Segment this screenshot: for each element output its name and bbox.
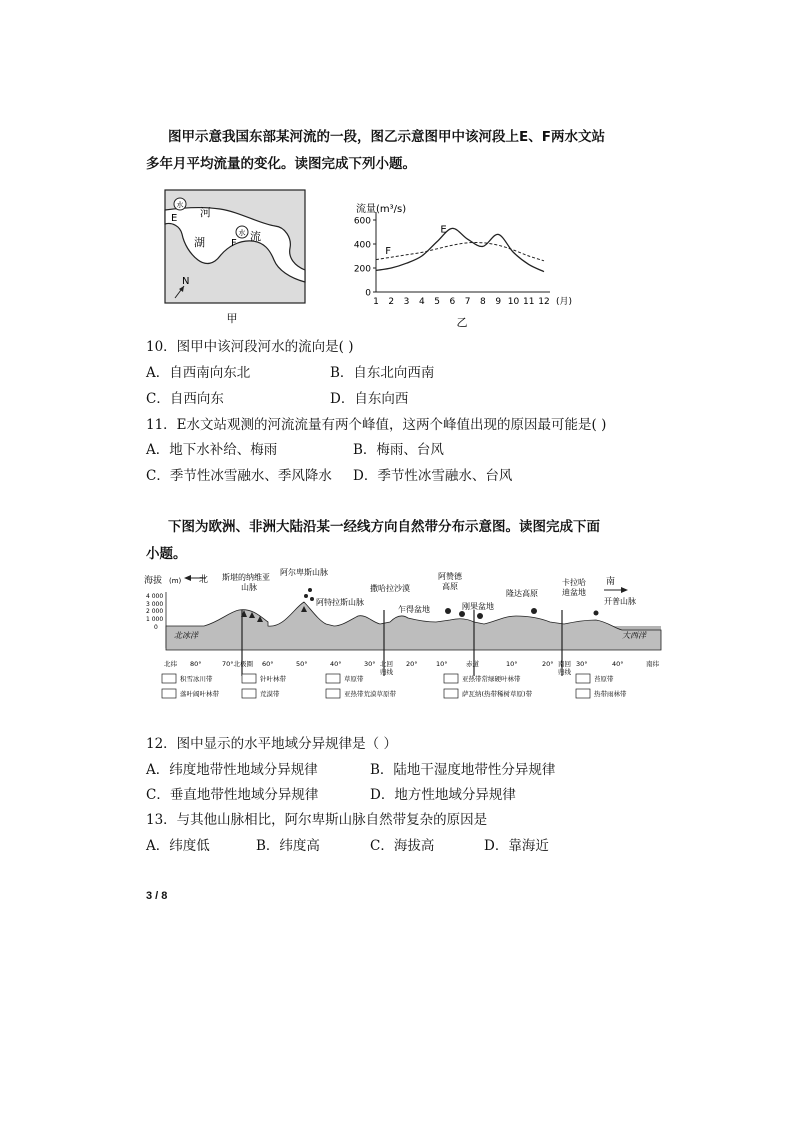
ocean-arctic: 北冰洋 [174,631,198,640]
north-direction-arrow-icon [184,575,191,581]
x-tick-label: 9 [495,297,502,307]
y-axis-label: 流量(m³/s) [356,204,407,215]
x-tick-label: 3 [403,297,410,307]
q11-option-c[interactable]: C．季节性冰雪融水、季风降水 [146,468,332,484]
y-tick: 2 000 [146,608,164,615]
label-sahara: 撒哈拉沙漠 [370,584,410,593]
lat-label: 30° [576,660,588,668]
lat-label: 南纬 [646,660,659,668]
lat-label: 赤道 [466,660,479,668]
north-label: N [182,276,190,287]
label-kalahari-1: 卡拉哈 [562,578,586,587]
station-f-icon: 水 [238,229,246,237]
legend-item: 萨瓦纳(热带稀树草原)带 [462,690,533,698]
series-line-e [376,228,544,271]
label-he: 河 [200,206,211,219]
legend-item: 针叶林带 [260,675,286,683]
flow-chart [344,198,580,332]
y-tick-label: 200 [353,264,371,275]
q13-option-a[interactable]: A．纬度低 [146,838,210,854]
map-caption: 甲 [226,312,238,325]
ocean-atlantic: 大西洋 [622,631,646,640]
x-tick-label: 11 [523,297,535,307]
label-kalahari-2: 迪盆地 [562,588,586,597]
series-label-f: F [385,246,392,257]
lat-label: 20° [406,660,418,668]
q11-stem: 11．E水文站观测的河流流量有两个峰值，这两个峰值出现的原因最可能是( ) [146,417,607,433]
q11-option-b[interactable]: B．梅雨、台风 [353,442,444,458]
label-chad: 乍得盆地 [398,605,430,614]
x-tick-label: 2 [388,297,395,307]
label-alps: 阿尔卑斯山脉 [280,568,328,577]
y-tick: 4 000 [146,593,164,600]
lat-label: 60° [262,660,274,668]
legend-item: 草原带 [344,675,364,683]
lat-label: 50° [296,660,308,668]
y-tick: 3 000 [146,601,164,608]
label-e: E [171,213,178,224]
intro-1-line-2: 多年月平均流量的变化。读图完成下列小题。 [146,156,416,172]
legend-item: 热带雨林带 [594,690,627,698]
series-label-e: E [440,224,447,236]
label-congo: 刚果盆地 [462,602,494,611]
y-tick-label: 0 [365,288,371,299]
x-tick-label: 10 [507,297,520,307]
station-e-icon: 水 [176,201,184,209]
north-arrow-label: 北 [199,575,209,585]
lat-label: 归线 [380,668,393,676]
q10-stem: 10．图甲中该河段河水的流向是( ) [146,339,354,355]
x-axis-unit: (月) [556,297,573,307]
x-tick-label: 7 [464,297,471,307]
legend-item: 亚热带常绿硬叶林带 [462,675,521,683]
lat-label: 40° [612,660,624,668]
chart-caption: 乙 [456,316,468,329]
lat-label: 南回 [558,660,571,668]
x-tick-label: 1 [373,297,379,307]
label-scandinavian-2: 山脉 [241,583,257,592]
label-azande-2: 高原 [442,582,458,591]
y-tick: 1 000 [146,616,164,623]
legend-item: 积雪冰川带 [180,675,213,683]
intro-2-line-1: 下图为欧洲、非洲大陆沿某一经线方向自然带分布示意图。读图完成下面 [168,519,600,535]
legend-item: 苔原带 [594,675,614,683]
q13-stem: 13．与其他山脉相比，阿尔卑斯山脉自然带复杂的原因是 [146,812,488,828]
y-axis-unit: (m) [169,577,182,585]
intro-2-line-2: 小题。 [146,546,187,562]
lat-label: 20° [542,660,554,668]
q13-option-d[interactable]: D．靠海近 [484,838,549,854]
lat-label: 70°北极圈 [222,660,254,668]
x-tick-label: 12 [538,297,550,307]
q10-option-d[interactable]: D．自东向西 [330,391,409,407]
label-hu: 湖 [194,236,205,249]
q13-option-b[interactable]: B．纬度高 [256,838,320,854]
legend-item: 亚热带荒漠草原带 [344,690,396,698]
y-tick-label: 400 [353,240,371,251]
x-tick-label: 4 [418,297,425,307]
q12-option-a[interactable]: A．纬度地带性地域分异规律 [146,762,318,778]
q13-option-c[interactable]: C．海拔高 [370,838,435,854]
south-arrow-label: 南 [606,577,616,587]
lat-label: 北回 [380,660,393,668]
lat-label: 归线 [558,668,571,676]
legend-item: 落叶阔叶林带 [180,690,219,698]
legend-item: 荒漠带 [260,690,280,698]
lat-label: 北纬 [164,660,177,668]
label-f: F [231,238,237,249]
x-tick-label: 8 [480,297,486,307]
label-liu: 流 [250,230,261,243]
page-number: 3 / 8 [146,890,168,902]
q10-option-a[interactable]: A．自西南向东北 [146,365,251,381]
south-direction-arrow-icon [621,587,628,593]
q12-stem: 12．图中显示的水平地域分异规律是（ ） [146,736,397,752]
x-tick-label: 6 [449,297,456,307]
q12-option-c[interactable]: C．垂直地带性地域分异规律 [146,787,319,803]
label-scandinavian-1: 斯堪的纳维亚 [222,573,270,582]
lat-label: 10° [506,660,518,668]
q12-option-d[interactable]: D．地方性地域分异规律 [370,787,516,803]
lat-label: 40° [330,660,342,668]
q11-option-a[interactable]: A．地下水补给、梅雨 [146,442,278,458]
y-tick: 0 [154,624,158,631]
intro-1-line-1: 图甲示意我国东部某河流的一段，图乙示意图甲中该河段上E、F两水文站 [168,129,605,145]
y-axis-title: 海拔 [144,576,163,586]
lat-label: 10° [436,660,448,668]
x-tick-label: 5 [434,297,440,307]
label-lunda: 隆达高原 [506,589,538,598]
lat-label: 80° [190,660,202,668]
y-tick-label: 600 [353,216,371,227]
label-cape: 开普山脉 [604,597,636,606]
q10-option-c[interactable]: C．自西向东 [146,391,224,407]
lat-label: 30° [364,660,376,668]
natural-belt-profile [144,566,664,706]
legend [162,674,627,698]
q11-option-d[interactable]: D．季节性冰雪融水、台风 [353,468,513,484]
label-atlas: 阿特拉斯山脉 [316,598,364,607]
label-azande-1: 阿赞德 [438,572,462,581]
q12-option-b[interactable]: B．陆地干湿度地带性分异规律 [370,762,556,778]
river-map [160,186,308,326]
q10-option-b[interactable]: B．自东北向西南 [330,365,435,381]
